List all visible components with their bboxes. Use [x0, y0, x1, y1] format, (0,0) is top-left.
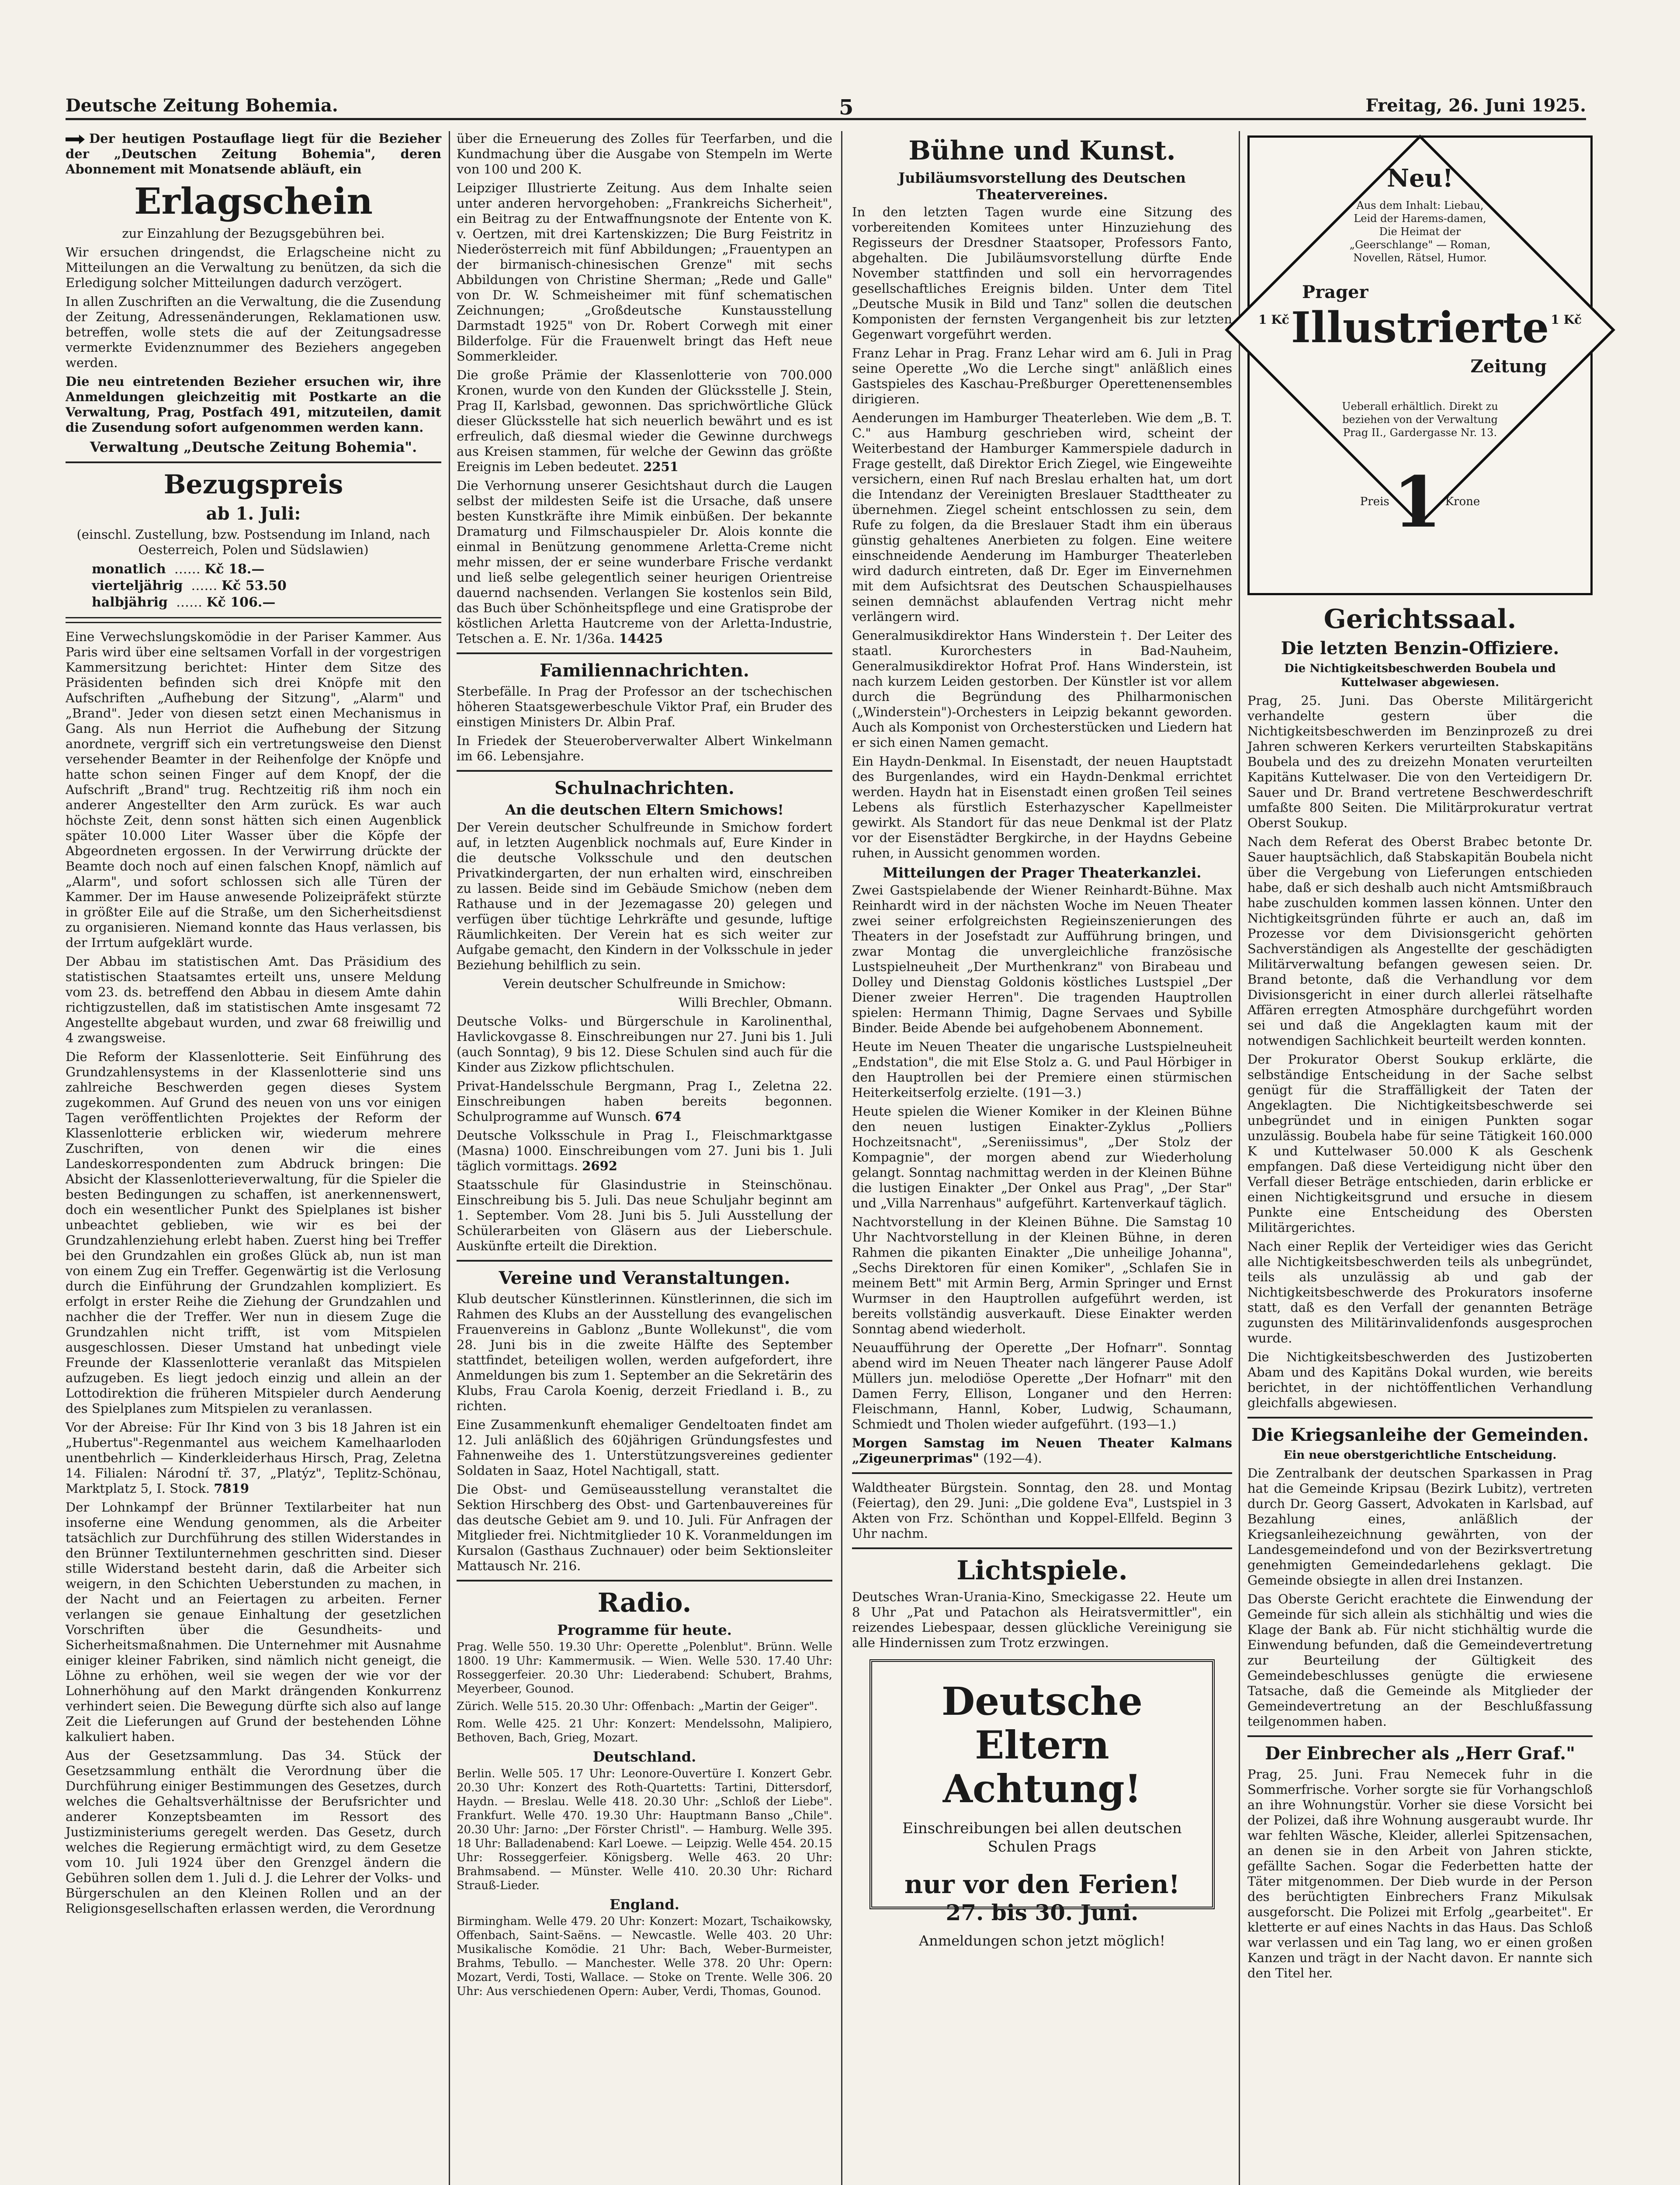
masthead	[66, 92, 1586, 120]
divider	[1247, 1417, 1593, 1419]
ad-price-badge-right: 1 Kč	[1551, 312, 1582, 327]
ad-price-badge-left: 1 Kč	[1258, 312, 1289, 327]
ad-prager: Prager	[1302, 282, 1368, 302]
column-rule	[449, 131, 450, 2185]
price-list	[66, 561, 441, 611]
verwaltung-signature: Verwaltung „Deutsche Zeitung Bohemia".	[90, 439, 417, 455]
article-zoll: über die Erneuerung des Zolles für Teerfarben, und die Kundmachung über die Ausgabe von Stempeln im Werte von 100 und 200 K.	[457, 131, 832, 177]
radio-rom: Rom. Welle 425. 21 Uhr: Konzert: Mendelssohn, Malipiero, Bethoven, Bach, Grieg, Mozart.	[457, 1717, 832, 1745]
column-2	[457, 131, 832, 2002]
mitteilungen-title: Mitteilungen der Prager Theaterkanzlei.	[883, 864, 1202, 881]
jubilaeum-text: In den letzten Tagen wurde eine Sitzung des vorbereitenden Komitees unter Hinzuziehung des Regisseurs der Dresdner Staatsoper, Professors Fanto, abgehalten. Die Jubiläumsvorstellung dürfte Ende November stattfinden und soll ein hervorragendes gesellschaftliches Ereignis bilden. Unter dem Titel „Deutsche Musik in Bild und Tanz" sollen die deutschen Komponisten der fernsten Vergangenheit bis zur letzten Gegenwart vorgeführt werden.	[852, 205, 1232, 342]
price-row: halbjährig …… Kč 106.—	[92, 595, 276, 610]
familie-title: Familiennachrichten.	[540, 660, 749, 681]
erlagschein-text-3: Die neu eintretenden Bezieher ersuchen wir, ihre Anmeldungen gleichzeitig mit Postkarte an die Verwaltung, Prag, Postfach 491, mitzuteilen, damit die Zusendung sofort aufgenommen werden kann.	[66, 374, 441, 435]
divider	[457, 652, 832, 654]
article-verwechslung: Eine Verwechslungskomödie in der Pariser Kammer. Aus Paris wird über eine seltsamen Vorfall in der vorgestrigen Kammersitzung berichtet: Hinter dem Sitze des Präsidenten befinden sich drei Knöpfe mit den Aufschriften „Aufhebung der Sitzung", „Alarm" und „Brand". Jeder von diesen setzt einen Mechanismus in Gang. Als nun Herriot die Aufhebung der Sitzung anordnete, vergriff sich ein vertretungsweise den Dienst versehender Beamter in der Reihenfolge der Knöpfe und hatte schon seinen Finger auf dem Knopf, der die Aufschrift „Brand" trug. Rechtzeitig riß ihm noch ein anderer Angestellter den Arm zurück. Es war auch höchste Zeit, denn sonst hätten sich einen Augenblick später 10.000 Liter Wasser über die Köpfe der Abgeordneten ergossen. In der Verwirrung drückte der Beamte doch noch auf einen falschen Knopf, nämlich auf „Alarm", und sofort schlossen sich alle Türen der Kammer. Der im Hause anwesende Polizeipräfekt stürzte in größter Eile auf die Straße, um den Sicherheitsdienst zu organisieren. Niemand konnte das Haus verlassen, bis der Irrtum aufgeklärt wurde.	[66, 629, 441, 950]
paper-name: Deutsche Zeitung Bohemia.	[66, 95, 338, 116]
bezugspreis-title: Bezugspreis	[163, 469, 343, 500]
erlagschein-text-1: Wir ersuchen dringendst, die Erlagscheine nicht zu Mitteilungen an die Verwaltung zu benützen, da sich die Erledigung solcher Mitteilungen dadurch verzögert.	[66, 245, 441, 290]
article-reform: Die Reform der Klassenlotterie. Seit Einführung des Grundzahlensystems in der Klassenlotterie sind uns zahlreiche Beschwerden gegen dieses System zugekommen. Auf Grund des neuen von uns vor einigen Tagen veröffentlichten Projektes der Reform der Klassenlotterie erblicken wir, wiederum mehrere Zuschriften, von denen wir die eines Landeskorrespondenten zum Abdruck bringen: Die Absicht der Klassenlotterieverwaltung, für die Spieler die besten Bedingungen zu schaffen, ist anerkennenswert, doch ein wesentlicher Punkt des Spielplanes ist bisher unbeachtet geblieben, wie wir es bei der Grundzahlenziehung erlebt haben. Zuerst hing bei Treffer bei den Grundzahlen ein großes Glück ab, nun ist man von einem Zug ein Treffer. Gegenwärtig ist die Verlosung durch die Einführung der Grundzahlen kompliziert. Es erfolgt in erster Reihe die Ziehung der Grundzahlen und nachher die der Treffer. Wer nun in diesem Zuge die Grundzahlen nicht trifft, ist vom Mitspielen ausgeschlossen. Dieser Umstand hat unbedingt viele Freunde der Klassenlotterie veranlaßt das Mitspielen aufzugeben. Es liegt jedoch einzig und allein an der Lottodirektion die früheren Mitspieler durch Aenderung des Spielplanes zum Mitspielen zu veranlassen.	[66, 1049, 441, 1416]
benzin-text-3: Der Prokurator Oberst Soukup erklärte, die selbständige Entscheidung in der Sache selbst genügt für die Straffälligkeit der Taten der Angeklagten. Die Nichtigkeitsbeschwerde sei unbegründet und in einigen Punkten sogar unzulässig. Boubela habe für seine Tätigkeit 160.000 K und Kuttelwaser 50.000 K als Geschenk empfangen. Daß diese Verteidigung nicht über den Verfall dieser Beträge entschieden, darin erblicke er einen Nichtigkeitsgrund und ersuche in diesem Punkte eine Entscheidung des Obersten Militärgerichtes.	[1247, 1052, 1593, 1235]
article-hamburg: Aenderungen im Hamburger Theaterleben. Wie dem „B. T. C." aus Hamburg geschrieben wird, scheint der Weiterbestand der Hamburger Kammerspiele dadurch in Frage gestellt, daß Direktor Erich Ziegel, wie Eingeweihte versichern, einen Ruf nach Breslau erhalten hat, um dort die Intendanz der Vereinigten Breslauer Stadttheater zu übernehmen. Ziegel scheint entschlossen zu sein, dem Rufe zu folgen, da die Breslauer Stadt ihm ein überaus günstig gehaltenes Anerbieten zu folgen. Eine weitere einschneidende Aenderung im Hamburger Theaterleben wird dadurch eintreten, daß Dr. Eger im Einvernehmen mit dem Aufsichtsrat des Deutschen Schauspielhauses seinen demnächst ablaufenden Vertrag nicht mehr verlängern wird.	[852, 410, 1232, 624]
article-praemie: Die große Prämie der Klassenlotterie von 700.000 Kronen, wurde von den Kunden der Glücksstelle J. Stein, Prag II, Karlsbad, gewonnen. Das sprichwörtliche Glück dieser Glücksstelle hat sich neuerlich bewährt und es ist erfreulich, daß diesmal wieder die Gewinne durchwegs aus Kreisen stammen, für welche der Gewinn das größte Ereignis im Leben bedeutet. 2251	[457, 368, 832, 474]
benzin-title: Die letzten Benzin-Offiziere.	[1281, 638, 1559, 659]
divider	[852, 1472, 1232, 1474]
article-winderstein: Generalmusikdirektor Hans Winderstein †. Der Leiter des staatl. Kurorchesters in Bad-Nauheim, Generalmusikdirektor Hofrat Prof. Hans Winderstein, ist nach kurzem Leiden gestorben. Der Künstler ist vor allem durch die Begründung des Philharmonischen („Winderstein")-Orchesters in Leipzig bekannt geworden. Auch als Komponist von Orchesterstücken und Liedern hat er sich einen Namen gemacht.	[852, 628, 1232, 750]
column-rule	[1239, 131, 1240, 2185]
divider	[66, 461, 441, 463]
ad-eltern-footer: Anmeldungen schon jetzt möglich!	[919, 1932, 1165, 1949]
ad-eltern-title: Deutsche Eltern Achtung!	[941, 1679, 1143, 1811]
lichtspiele-title: Lichtspiele.	[956, 1555, 1128, 1586]
ad-neu: Neu!	[1386, 164, 1454, 193]
ad-eltern-strong: nur vor den Ferien!	[904, 1869, 1180, 1899]
kriegsanleihe-subtitle: Ein neue oberstgerichtliche Entscheidung.	[1283, 1449, 1557, 1462]
mitteilungen-komiker: Heute spielen die Wiener Komiker in der Kleinen Bühne den neuen lustigen Einakter-Zyklus „Polliers Hochzeitsnacht", „Sereniissimus", „Der Stolz der Kompagnie", der morgen abend zur Wiederholung gelangt. Sonntag nachmittag werden in der Kleinen Bühne die lustigen Einakter „Der Onkel aus Prag", „Der Star" und „Villa Narrenhaus" aufgeführt. Kartenverkauf täglich.	[852, 1104, 1232, 1210]
einbrecher-title: Der Einbrecher als „Herr Graf."	[1265, 1743, 1575, 1764]
price-row: monatlich …… Kč 18.—	[92, 562, 265, 577]
article-leipziger: Leipziger Illustrierte Zeitung. Aus dem Inhalte seien unter anderen hervorgehoben: „Frankreichs Sicherheit", ein Beitrag zu der Entwaffnungsnote der Entente von K. v. Oertzen, mit drei Kartenskizzen; Die Burg Feistritz in Niederösterreich mit fünf Abbildungen; „Frauentypen an der birmanisch-chinesischen Grenze" mit sechs Abbildungen von Christine Sherman; „Rede und Galle" von Dr. W. Schmeisheimer mit fünf schematischen Zeichnungen; „Großdeutsche Kunstausstellung Darmstadt 1925" von Dr. Robert Corwegh mit einer Bilderfolge. Für die Frauenwelt bringt das Heft neue Sommerkleider.	[457, 180, 832, 364]
column-4	[1247, 131, 1593, 1984]
benzin-text-2: Nach dem Referat des Oberst Brabec betonte Dr. Sauer hauptsächlich, daß Stabskapitän Boubela nicht über die Vergebung von Lieferungen entschieden habe, daß er sich deshalb auch nicht Amtsmißbrauch habe zuschulden kommen lassen können. Unter den Nichtigkeitsgründen führte er auch an, daß im Prozesse vor dem Divisionsgericht gehörten Sachverständigen als Angestellte der geschädigten Militärverwaltung befangen gewesen seien. Dr. Brand betonte, daß die Verhandlung vor dem Divisionsgericht in einer durch allerlei rätselhafte Affären erregten Atmosphäre durchgeführt worden sei und daß die Angeklagten kaum mit der notwendigen Sachlichkeit beurteilt werden konnten.	[1247, 834, 1593, 1048]
divider	[66, 617, 441, 623]
ad-illustrierte: Illustrierte	[1291, 303, 1549, 352]
article-lohnkampf: Der Lohnkampf der Brünner Textilarbeiter hat nun insoferne eine Wendung genommen, als die Arbeiter tatsächlich zur Durchführung des stillen Widerstandes in den Brünner Textilunternehmen geschritten sind. Dieser stille Widerstand besteht darin, daß die Arbeiter sich weigern, in den Schichten Ueberstunden zu machen, in der Nacht und an Feiertagen zu arbeiten. Ferner verlangen sie genaue Einhaltung der gesetzlichen Vorschriften über die Gesundheits- und Sicherheitsmaßnahmen. Die Unternehmer mit Ausnahme einiger kleiner Fabriken, sind nämlich nicht geneigt, die Löhne zu erhöhen, weil sie wegen der wie vor der Lohnerhöhung auf den Markt drängenden Konkurrenz verhindert seien. Die Bewegung dürfte sich also auf lange Zeit die Lieferungen auf Grund der bestehenden Löhne kalkuliert haben.	[66, 1500, 441, 1744]
mitteilungen-zigeuner: Morgen Samstag im Neuen Theater Kalmans „Zigeunerprimas" (192—4).	[852, 1436, 1232, 1466]
ad-preis-number: 1	[1393, 461, 1442, 543]
article-gesetz: Aus der Gesetzsammlung. Das 34. Stück der Gesetzsammlung enthält die Verordnung über die Durchführung einiger Bestimmungen des Gesetzes, durch welches die Gehaltsverhältnisse der Berufsrichter und anderer Konzeptsbeamten im Ressort des Justizministeriums geregelt werden. Das Gesetz, durch welches die Regierung ermächtigt wird, zu dem Gesetze vom 10. Juli 1924 über den Grenzgel ändern die Gebühren sollen dem 1. Juli d. J. die Lehrer der Volks- und Bürgerschulen an den Kleinen Rollen und an der Religionsgesellschaften erlassen werden, die Verordnung	[66, 1748, 441, 1916]
article-abreise: Vor der Abreise: Für Ihr Kind von 3 bis 18 Jahren ist ein „Hubertus"-Regenmantel aus weichem Kamelhaarloden unentbehrlich — Kinderkleiderhaus Hirsch, Prag, Zeletna 14. Filialen: Národní tř. 37, „Platýz", Teplitz-Schönau, Marktplatz 5, I. Stock. 7819	[66, 1420, 441, 1496]
erlagschein-text-2: In allen Zuschriften an die Verwaltung, die die Zusendung der Zeitung, Adressenänderungen, Reklamationen usw. betreffen, wolle stets die auf der Zeitungsadresse vermerkte Evidenznummer des Beziehers angegeben werden.	[66, 294, 441, 370]
article-waldtheater: Waldtheater Bürgstein. Sonntag, den 28. und Montag (Feiertag), den 29. Juni: „Die goldene Eva", Lustspiel in 3 Akten von Frz. Schönthan und Koppel-Ellfeld. Beginn 3 Uhr nachm.	[852, 1480, 1232, 1541]
schul-signature: Willi Brechler, Obmann.	[678, 995, 832, 1010]
article-lehar: Franz Lehar in Prag. Franz Lehar wird am 6. Juli in Prag seine Operette „Wo die Lerche singt" anläßlich eines Gastspieles des Kaschau-Preßburger Operettenensembles dirigieren.	[852, 346, 1232, 406]
ad-zeitung: Zeitung	[1470, 356, 1547, 377]
benzin-text-4: Nach einer Replik der Verteidiger wies das Gericht alle Nichtigkeitsbeschwerden teils als unbegründet, teils als unzulässig ab und gab der Nichtigkeitsbeschwerde des Prokurators insoferne statt, daß es den Verfall der genannten Beträge zugunsten des Militärinvalidenfonds ausgesprochen wurde.	[1247, 1239, 1593, 1346]
schul-verein: Verein deutscher Schulfreunde in Smichow:	[503, 976, 786, 991]
divider	[852, 1547, 1232, 1549]
divider	[457, 1260, 832, 1262]
jubilaeum-title: Jubiläumsvorstellung des Deutschen Theatervereines.	[898, 170, 1186, 203]
schul-volksschule: Deutsche Volksschule in Prag I., Fleischmarktgasse (Masna) 1000. Einschreibungen vom 27. Juni bis 1. Juli täglich vormittags. 2692	[457, 1128, 832, 1173]
radio-england: Birmingham. Welle 479. 20 Uhr: Konzert: Mozart, Tschaikowsky, Offenbach, Saint-Saëns. — Newcastle. Welle 403. 20 Uhr: Musikalische Komödie. 21 Uhr: Bach, Weber-Burmeister, Brahms, Tebullo. — Manchester. Welle 378. 20 Uhr: Opern: Mozart, Verdi, Tosti, Wallace. — Stoke on Trente. Welle 306. 20 Uhr: Aus verschiedenen Opern: Auber, Verdi, Thomas, Gounod.	[457, 1915, 832, 1998]
advertisement-prager-illustrierte	[1247, 135, 1593, 595]
erlagschein-title: Erlagschein	[134, 180, 373, 222]
mitteilungen-nacht: Nachtvorstellung in der Kleinen Bühne. Die Samstag 10 Uhr Nachtvorstellung in der Kleinen Bühne, in deren Rahmen die pikanten Einakter „Die unheilige Johanna", „Sechs Direktoren für einen Komiker", „Schlafen Sie in meinem Bett" mit Armin Berg, Armin Springer und Ernst Wurmser in den Hauptrollen aufgeführt werden, ist bereits vollständig ausverkauft. Diese Einakter werden Sonntag abend wiederholt.	[852, 1214, 1232, 1336]
bezugspreis-subtitle: ab 1. Juli:	[206, 503, 301, 524]
gerichtssaal-title: Gerichtssaal.	[1323, 604, 1517, 635]
page-number: 5	[839, 95, 854, 120]
radio-title: Radio.	[597, 1588, 692, 1618]
ad-eltern-subtitle: Einschreibungen bei allen deutschen Schulen Prags	[902, 1820, 1182, 1856]
schul-subtitle: An die deutschen Eltern Smichows!	[505, 801, 784, 818]
divider	[457, 770, 832, 772]
schul-karolinen: Deutsche Volks- und Bürgerschule in Karolinenthal, Havlickovgasse 8. Einschreibungen nur 27. Juni bis 1. Juli (auch Sonntag), 9 bis 12. Diese Schulen sind auch für die Kinder aus Zizkow pflichtschulen.	[457, 1014, 832, 1075]
bezugspreis-note: (einschl. Zustellung, bzw. Postsendung im Inland, nach Oesterreich, Polen und Südslawien)	[76, 527, 430, 557]
vereine-klub: Klub deutscher Künstlerinnen. Künstlerinnen, die sich im Rahmen des Klubs an der Ausstellung des evangelischen Frauenvereins in Gablonz „Bunte Wollekunst", die vom 28. Juni bis in die zweite Hälfte des September stattfindet, beteiligen wollen, werden aufgefordert, ihre Anmeldungen bis zum 1. September an die Sekretärin des Klubs, Frau Carola Koenig, derzeit Friedland i. B., zu richten.	[457, 1291, 832, 1413]
radio-zuerich: Zürich. Welle 515. 20.30 Uhr: Offenbach: „Martin der Geiger".	[457, 1700, 818, 1713]
intro-notice: Der heutigen Postauflage liegt für die Bezieher der „Deutschen Zeitung Bohemia", deren Abonnement mit Monatsende abläuft, ein	[66, 131, 441, 177]
mitteilungen-reinhardt: Zwei Gastspielabende der Wiener Reinhardt-Bühne. Max Reinhardt wird in der nächsten Woche im Neuen Theater zwei seiner erfolgreichsten Regieinszenierungen des Theaters in der Josefstadt zur Aufführung bringen, und zwar Montag die unvergleichliche französische Lustspielneuheit „Der Murthenkranz" von Birabeau und Dolley und Dienstag Goldonis köstliches Lustspiel „Der Diener zweier Herren". Die tragenden Hauptrollen spielen: Hermann Thimig, Dagne Servaes und Sybille Binder. Beide Abende bei aufgehobenem Abonnement.	[852, 883, 1232, 1035]
familie-sterbe: Sterbefälle. In Prag der Professor an der tschechischen höheren Staatsgewerbeschule Viktor Praf, ein Bruder des einstigen Ministers Dr. Albin Praf.	[457, 684, 832, 729]
advertisement-eltern	[869, 1659, 1215, 1949]
mitteilungen-endstation: Heute im Neuen Theater die ungarische Lustspielneuheit „Endstation", die mit Else Stolz a. G. und Paul Hörbiger in den Hauptrollen bei der Premiere einen stürmischen Heiterkeitserfolg erzielte. (191—3.)	[852, 1039, 1232, 1100]
radio-heading-england: England.	[610, 1896, 679, 1913]
radio-subtitle: Programme für heute.	[557, 1622, 732, 1638]
issue-date: Freitag, 26. Juni 1925.	[1365, 95, 1586, 116]
vereine-title: Vereine und Veranstaltungen.	[499, 1268, 790, 1288]
pointing-hand-icon	[66, 135, 85, 144]
ad-inhalt: Aus dem Inhalt: Liebau, Leid der Harems-damen, Die Heimat der „Geerschlange" — Roman, Novellen, Rätsel, Humor.	[1349, 199, 1491, 264]
schul-title: Schulnachrichten.	[554, 778, 734, 798]
radio-deutschland: Berlin. Welle 505. 17 Uhr: Leonore-Ouvertüre I. Konzert Gebr. 20.30 Uhr: Konzert des Roth-Quartetts: Tartini, Dittersdorf, Haydn. — Breslau. Welle 418. 20.30 Uhr: „Schloß der Liebe". Frankfurt. Welle 470. 19.30 Uhr: Hauptmann Banso „Chile". 20.30 Uhr: Jarno: „Der Förster Christl". — Hamburg. Welle 395. 18 Uhr: Balladenabend: Karl Loewe. — Leipzig. Welle 454. 20.15 Uhr: Rosseggerfeier. Königsberg. Welle 463. 20 Uhr: Brahmsabend. — Münster. Welle 410. 20.30 Uhr: Richard Strauß-Lieder.	[457, 1767, 832, 1892]
column-1	[66, 131, 441, 1920]
divider	[457, 1580, 832, 1582]
mitteilungen-hofnarr: Neuaufführung der Operette „Der Hofnarr". Sonntag abend wird im Neuen Theater nach längerer Pause Adolf Müllers jun. melodiöse Operette „Der Hofnarr" mit den Damen Ferry, Ellison, Longaner und den Herren: Fleischmann, Hannl, Kober, Ludwig, Schaumann, Schmiedt und Tholen wieder aufgeführt. (193—1.)	[852, 1340, 1232, 1432]
kriegsanleihe-text-1: Die Zentralbank der deutschen Sparkassen in Prag hat die Gemeinde Kripsau (Bezirk Lubitz), vertreten durch Dr. Georg Gassert, Advokaten in Karlsbad, auf Bezahlung eines, anläßlich der Kriegsanleihezeichnung gewährten, von der Landesgemeindefond und von der Bezirksvertretung genehmigten Gemeindedarlehens geklagt. Die Gemeinde obsiegte in allen drei Instanzen.	[1247, 1466, 1593, 1588]
column-rule	[841, 131, 842, 2185]
benzin-text-1: Prag, 25. Juni. Das Oberste Militärgericht verhandelte gestern über die Nichtigkeitsbeschwerden im Benzinprozeß zu drei Jahren schweren Kerkers verurteilten Stabskapitäns Boubela und des zu dreizehn Monaten verurteilten Kapitäns Kuttelwaser. Die von den Verteidigern Dr. Sauer und Dr. Brand vertretene Beschwerdeschrift umfaßte 800 Seiten. Die Militärprokuratur vertrat Oberst Soukup.	[1247, 693, 1593, 830]
schul-glas: Staatsschule für Glasindustrie in Steinschönau. Einschreibung bis 5. Juli. Das neue Schuljahr beginnt am 1. September. Vom 28. Juni bis 5. Juli Ausstellung der Schülerarbeiten von Gläsern aus der Lieberschule. Auskünfte erteilt die Direktion.	[457, 1177, 832, 1253]
familie-sterbe-2: In Friedek der Steueroberverwalter Albert Winkelmann im 66. Lebensjahre.	[457, 733, 832, 763]
benzin-subtitle: Die Nichtigkeitsbeschwerden Boubela und Kuttelwaser abgewiesen.	[1284, 662, 1556, 689]
schul-text: Der Verein deutscher Schulfreunde in Smichow fordert auf, in letzten Augenblick nochmals auf, Eure Kinder in die deutsche Volksschule und den deutschen Privatkindergarten, der nun erhalten wird, einschreiben zu lassen. Beide sind im Gebäude Smichow (neben dem Rathause und in der Jezemagasse 20) gelegen und verfügen über tüchtige Lehrkräfte und gesunde, luftige Räumlichkeiten. Der Verein hat es sich weiter zur Aufgabe gemacht, den Kindern in der Volksschule in jeder Beziehung behilflich zu sein.	[457, 820, 832, 972]
lichtspiele-text: Deutsches Wran-Urania-Kino, Smeckigasse 22. Heute um 8 Uhr „Pat und Patachon als Heiratsvermittler", ein reizendes Liebespaar, dessen glückliche Vereinigung sie alle Hindernissen zum Trotz erzwingen.	[852, 1589, 1232, 1650]
column-3	[852, 131, 1232, 1949]
schul-privat: Privat-Handelsschule Bergmann, Prag I., Zeletna 22. Einschreibungen haben bereits begonnen. Schulprogramme auf Wunsch. 674	[457, 1079, 832, 1124]
article-abbau: Der Abbau im statistischen Amt. Das Präsidium des statistischen Staatsamtes erteilt uns, unsere Meldung vom 23. ds. betreffend den Abbau in diesem Amte dahin richtigzustellen, daß im statistischen Amte insgesamt 72 Angestellte abgebaut wurden, und zwar 68 freiwillig und 4 zwangsweise.	[66, 954, 441, 1045]
einbrecher-text: Prag, 25. Juni. Frau Nemecek fuhr in die Sommerfrische. Vorher sorgte sie für Vorhangschloß an ihre Wohnungstür. Vorher sie diese Vorsicht bei der Polizei, daß ihre Wohnung ausgeraubt wurde. Ihr war fehlten Wäsche, Kleider, allerlei Spitzensachen, an denen sie in den Arbeit von Jahren stickte, gefällte Sachen. Sogar die Federbetten hatte der Täter mitgenommen. Der Dieb wurde in der Person des berüchtigten Einbrechers Franz Mikulsak ausgeforscht. Die Polizei mit Erfolg „gearbeitet". Er kletterte er auf eines Nachts in das Haus. Das Schloß war verlassen und ein Tag lang, wo er einen großen Kanzen und trägt in der Nacht davon. Er nannte sich den Titel her.	[1247, 1767, 1593, 1980]
erlagschein-subtitle: zur Einzahlung der Bezugsgebühren bei.	[122, 226, 385, 241]
vereine-obst: Die Obst- und Gemüseausstellung veranstaltet die Sektion Hirschberg des Obst- und Gartenbauvereines für das deutsche Gebiet am 9. und 10. Juli. Für Anfragen der Mitglieder frei. Nichtmitglieder 10 K. Voranmeldungen im Kursalon (Gasthaus Zuchnauer) oder beim Sektionsleiter Mattausch Nr. 216.	[457, 1482, 832, 1573]
ad-bezug: Ueberall erhältlich. Direkt zu beziehen von der Verwaltung Prag II., Gardergasse Nr. 13.	[1342, 400, 1498, 439]
benzin-text-5: Die Nichtigkeitsbeschwerden des Justizoberten Abam und des Kapitäns Dokal wurden, wie bereits berichtet, in der nichtöffentlichen Verhandlung gleichfalls abgewiesen.	[1247, 1349, 1593, 1410]
ad-preis-row: Preis 1 Krone	[1360, 461, 1480, 543]
kriegsanleihe-text-2: Das Oberste Gericht erachtete die Einwendung der Gemeinde für sich allein als stichhältig und wies die Klage der Bank ab. Für nicht stichhältig wurde die Einwendung befunden, daß die Gemeindevertretung zur Beurteilung der Gültigkeit des Gemeindebeschlusses genügte die erwiesene Tatsache, daß die Gemeinde als Mitglieder der Gemeindevertretung an der Beschlußfassung teilgenommen haben.	[1247, 1592, 1593, 1729]
article-gesicht: Die Verhornung unserer Gesichtshaut durch die Laugen selbst der mildesten Seife ist die Ursache, daß unsere besten Kunstkräfte ihre Mimik einbüßen. Der bekannte Dramaturg und Filmschauspieler Dr. Alois konnte die einmal in Benützung genommene Arletta-Creme nicht mehr missen, der er seine wunderbare Frische verdankt und ließ selbe gelegentlich seiner heurigen Orientreise dauernd nachsenden. Verlangen Sie kostenlos sein Bild, das Buch über Schönheitspflege und eine Gratisprobe der köstlichen Arletta Hautcreme von der Arletta-Industrie, Tetschen a. E. Nr. 1/36a. 14425	[457, 478, 832, 646]
ad-eltern-date: 27. bis 30. Juni.	[946, 1900, 1139, 1925]
kriegsanleihe-title: Die Kriegsanleihe der Gemeinden.	[1251, 1425, 1589, 1445]
price-row: vierteljährig …… Kč 53.50	[92, 578, 287, 593]
article-haydn: Ein Haydn-Denkmal. In Eisenstadt, der neuen Hauptstadt des Burgenlandes, wird ein Haydn-Denkmal errichtet werden. Haydn hat in Eisenstadt einen großen Teil seines Lebens als fürstlich Esterhazyscher Kapellmeister gewirkt. Als Standort für das neue Denkmal ist der Platz vor der Eisenstädter Bergkirche, in der Haydns Gebeine ruhen, in Aussicht genommen worden.	[852, 754, 1232, 860]
buehne-title: Bühne und Kunst.	[908, 135, 1176, 166]
vereine-zusammenkunft: Eine Zusammenkunft ehemaliger Gendeltoaten findet am 12. Juli anläßlich des 60jährigen Gründungsfestes und Fahnenweihe des 1. Unterstützungsvereines gedienter Soldaten in Saaz, Hotel Nachtigall, statt.	[457, 1417, 832, 1478]
divider	[1247, 1735, 1593, 1737]
radio-prag: Prag. Welle 550. 19.30 Uhr: Operette „Polenblut". Brünn. Welle 1800. 19 Uhr: Kammermusik. — Wien. Welle 530. 17.40 Uhr: Rosseggerfeier. 20.30 Uhr: Liederabend: Schubert, Brahms, Meyerbeer, Gounod.	[457, 1640, 832, 1696]
radio-heading-deutschland: Deutschland.	[592, 1748, 696, 1765]
